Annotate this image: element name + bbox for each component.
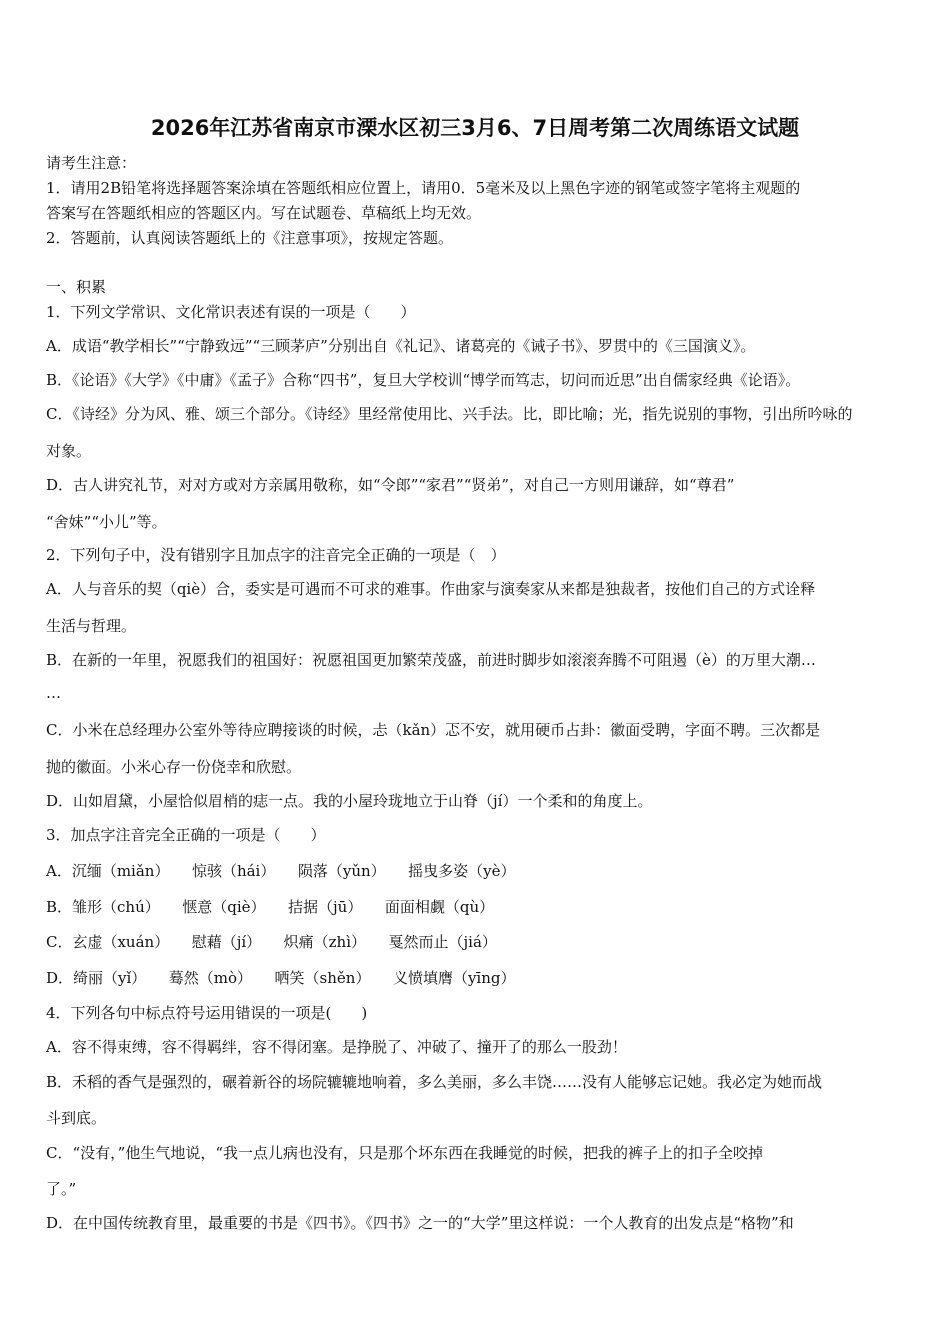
question-3-stem: 3．加点字注音完全正确的一项是（ ） [46,826,326,844]
section-heading: 一、积累 [46,278,107,296]
question-2-option-c: C．小米在总经理办公室外等待应聘接谈的时候，忐（kǎn）忑不安，就用硬币占卦：徽面受聘，字面不聘。三次都是 [46,721,821,739]
question-4-option-d: D．在中国传统教育里，最重要的书是《四书》。《四书》之一的“大学”里这样说：一个人教育的出发点是“格物”和 [46,1214,794,1232]
question-2-stem: 2．下列句子中，没有错别字且加点字的注音完全正确的一项是（ ） [46,546,506,564]
notice-item: 答案写在答题纸相应的答题区内。写在试题卷、草稿纸上均无效。 [46,204,482,222]
question-2-option-a: A．人与音乐的契（qiè）合，委实是可遇而不可求的难事。作曲家与演奏家从来都是独裁者，按他们自己的方式诠释 [46,580,816,598]
question-1-option-a: A．成语“教学相长”“宁静致远”“三顾茅庐”分别出自《礼记》、诸葛亮的《诫子书》、罗贯中的《三国演义》。 [46,337,756,355]
question-2-option-c-cont: 抛的徽面。小米心存一份侥幸和欣慰。 [46,758,302,776]
question-1-option-d-cont: “舍妹”“小儿”等。 [46,513,167,531]
question-3-option-b: B．雏形（chú） 惬意（qiè） 拮据（jū） 面面相觑（qù） [46,898,495,916]
question-2-option-b: B．在新的一年里，祝愿我们的祖国好：祝愿祖国更加繁荣茂盛，前进时脚步如滚滚奔腾不可阻遏（è）的万里大潮… [46,651,816,669]
notice-item: 2．答题前，认真阅读答题纸上的《注意事项》，按规定答题。 [46,229,454,247]
question-1-option-d: D．古人讲究礼节，对对方或对方亲属用敬称，如“令郎”“家君”“贤弟”，对自己一方则用谦辞，如“尊君” [46,476,735,494]
question-2-option-a-cont: 生活与哲理。 [46,617,137,635]
question-3-option-c: C．玄虚（xuán） 慰藉（jí） 炽痛（zhì） 戛然而止（jiá） [46,933,497,951]
question-3-option-d: D．绮丽（yǐ） 蓦然（mò） 哂笑（shěn） 义愤填膺（yīng） [46,969,516,987]
question-4-option-a: A．容不得束缚，容不得羁绊，容不得闭塞。是挣脱了、冲破了、撞开了的那么一股劲！ [46,1038,627,1056]
question-1-option-c: C．《诗经》分为风、雅、颂三个部分。《诗经》里经常使用比、兴手法。比，即比喻；光，指先说别的事物，引出所吟咏的 [46,405,853,423]
question-2-option-b-cont: … [46,684,61,702]
question-3-option-a: A．沉缅（miǎn） 惊骇（hái） 陨落（yǔn） 摇曳多姿（yè） [46,862,516,880]
question-2-option-d: D．山如眉黛，小屋恰似眉梢的痣一点。我的小屋玲珑地立于山脊（jí）一个柔和的角度上。 [46,792,653,810]
question-4-stem: 4．下列各句中标点符号运用错误的一项是( ) [46,1004,368,1022]
question-4-option-c: C．“没有，”他生气地说，“我一点儿病也没有，只是那个坏东西在我睡觉的时候，把我的裤子上的扣子全咬掉 [46,1144,763,1162]
question-1-option-c-cont: 对象。 [46,442,92,460]
notice-item: 1．请用2B铅笔将选择题答案涂填在答题纸相应位置上，请用0．5毫米及以上黑色字迹的钢笔或签字笔将主观题的 [46,179,801,197]
question-4-option-c-cont: 了。” [46,1180,77,1198]
question-1-option-b: B．《论语》《大学》《中庸》《孟子》合称“四书”，复旦大学校训“博学而笃志，切问而近思”出自儒家经典《论语》。 [46,371,801,389]
question-1-stem: 1．下列文学常识、文化常识表述有误的一项是（ ） [46,303,416,321]
question-4-option-b: B．禾稻的香气是强烈的，碾着新谷的场院辘辘地响着，多么美丽，多么丰饶……没有人能够忘记她。我必定为她而战 [46,1073,823,1091]
notice-heading: 请考生注意： [46,154,137,172]
question-4-option-b-cont: 斗到底。 [46,1109,107,1127]
page-title: 2026年江苏省南京市溧水区初三3月6、7日周考第二次周练语文试题 [150,116,800,140]
